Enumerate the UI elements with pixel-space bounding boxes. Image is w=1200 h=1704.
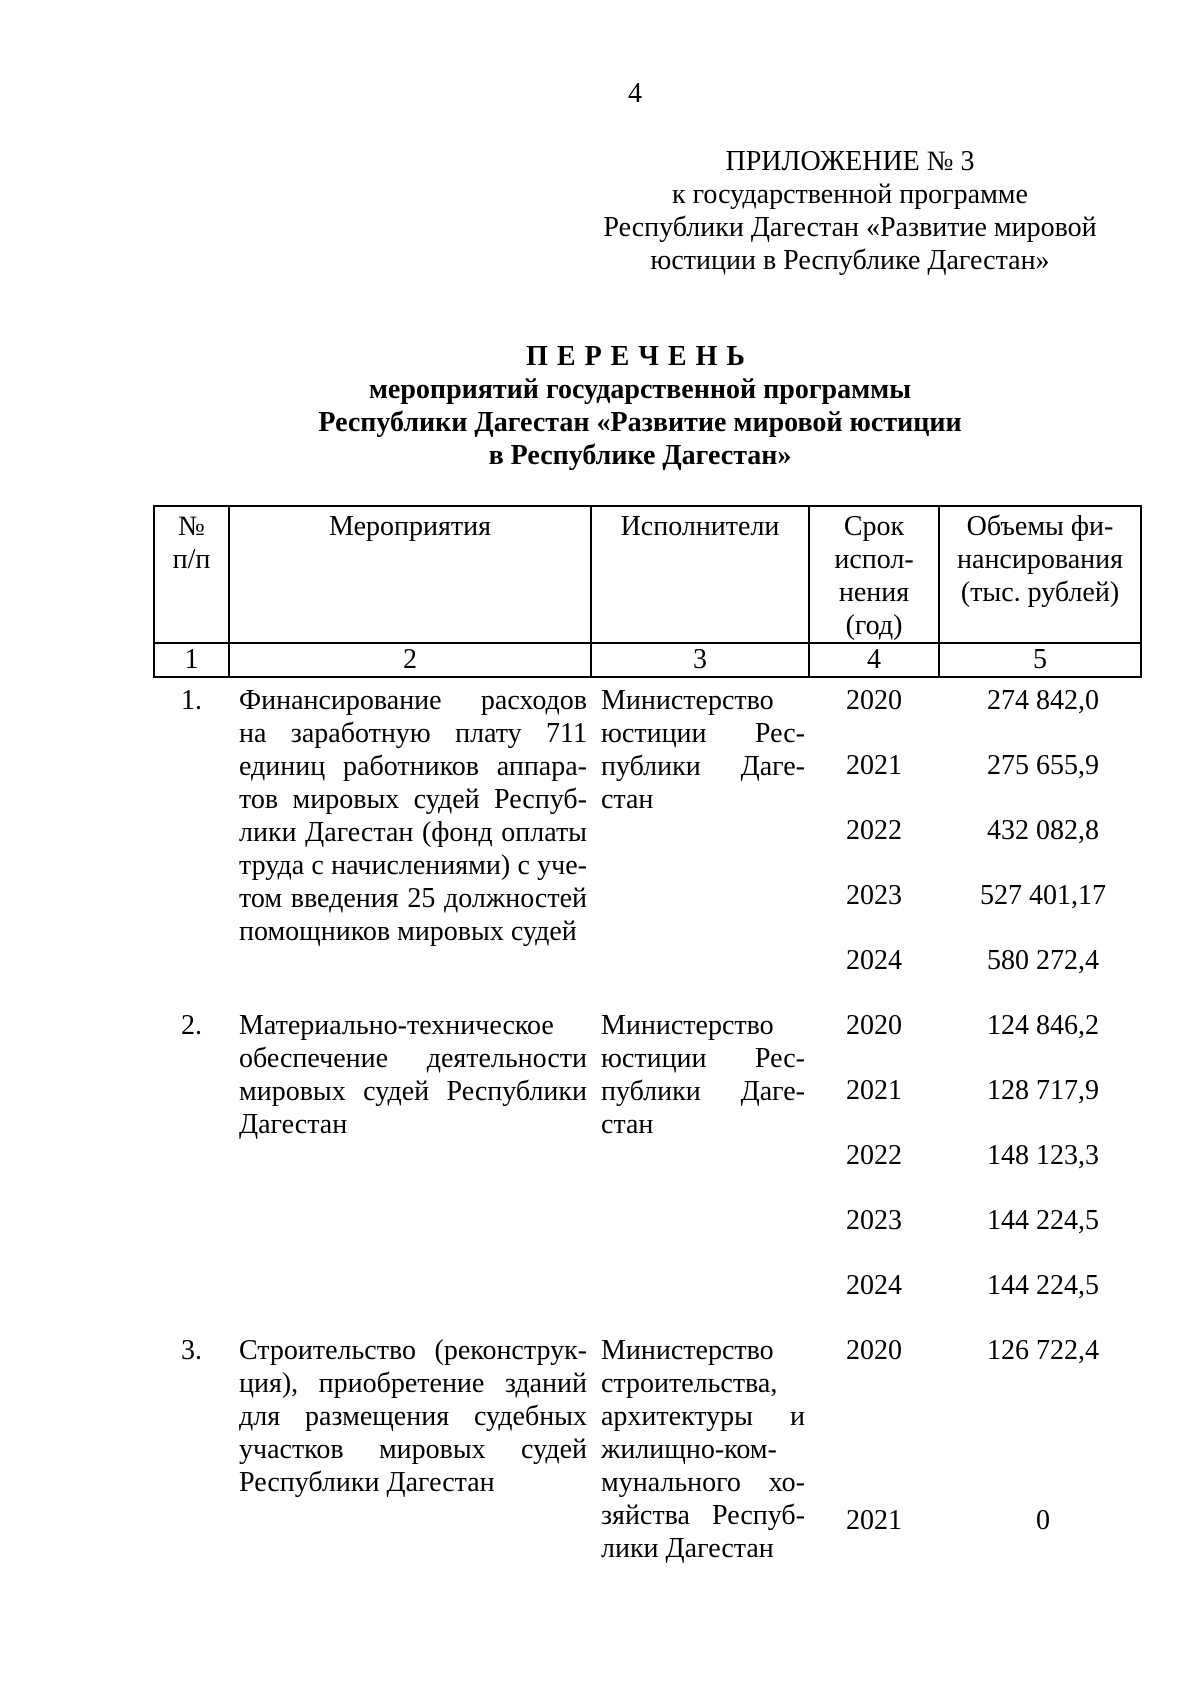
measure-line: том введения 25 должностей xyxy=(239,883,587,914)
column-number: 2 xyxy=(229,643,591,677)
header-funding xyxy=(939,506,1141,643)
header-line: Исполнители xyxy=(620,511,780,542)
header-line: (тыс. рублей) xyxy=(960,577,1120,608)
header-line: испол- xyxy=(834,544,914,575)
header-line: нансирования xyxy=(957,544,1123,575)
table-row xyxy=(154,1334,1141,1569)
amount-value: 128 717,9 xyxy=(987,1075,1099,1106)
appendix-line: к государственной программе xyxy=(672,179,1028,210)
executor-line: стан xyxy=(601,784,654,815)
column-number: 1 xyxy=(154,643,229,677)
title-subtitle-line: Республики Дагестан «Развитие мировой юстиции xyxy=(318,407,962,438)
amount-value: 527 401,17 xyxy=(980,880,1106,911)
row-number: 3. xyxy=(181,1335,202,1366)
amount-value: 144 224,5 xyxy=(987,1205,1099,1236)
year-value: 2022 xyxy=(846,815,902,846)
year-value: 2022 xyxy=(846,1140,902,1171)
year-value: 2024 xyxy=(846,945,902,976)
year-value: 2023 xyxy=(846,880,902,911)
executor-line: публики Даге- xyxy=(601,1076,805,1107)
measure-line: Дагестан xyxy=(239,1109,348,1140)
year-value: 2021 xyxy=(846,1505,902,1536)
header-measures xyxy=(229,506,591,643)
amount-value: 580 272,4 xyxy=(987,945,1099,976)
measure-line: тов мировых судей Респуб- xyxy=(239,784,587,815)
amount-value: 126 722,4 xyxy=(987,1335,1099,1366)
title-main: ПЕРЕЧЕНЬ xyxy=(526,341,754,372)
header-line: Мероприятия xyxy=(329,511,491,542)
executor-line: архитектуры и xyxy=(601,1401,805,1432)
measures-table xyxy=(153,505,1142,1569)
header-number xyxy=(154,506,229,643)
row-number: 2. xyxy=(181,1010,202,1041)
column-number: 3 xyxy=(591,643,809,677)
year-value: 2021 xyxy=(846,1075,902,1106)
title-subtitle-line: в Республике Дагестан» xyxy=(488,440,792,471)
measure-line: Республики Дагестан xyxy=(239,1467,495,1498)
executor-line: юстиции Рес- xyxy=(601,718,805,749)
row-number: 1. xyxy=(181,685,202,716)
header-deadline xyxy=(809,506,939,643)
amount-cell xyxy=(939,1009,1141,1334)
executor-line: мунального хо- xyxy=(601,1467,805,1498)
header-executors xyxy=(591,506,809,643)
appendix-heading xyxy=(560,145,1140,277)
year-cell xyxy=(809,1334,939,1569)
executor-cell xyxy=(591,684,809,1009)
executor-line: Министерство xyxy=(601,685,774,716)
table-row xyxy=(154,684,1141,1009)
measure-line: ция), приобретение зданий xyxy=(239,1368,587,1399)
appendix-line: Республики Дагестан «Развитие мировой xyxy=(603,212,1097,243)
year-value: 2021 xyxy=(846,750,902,781)
measure-line: для размещения судебных xyxy=(239,1401,587,1432)
amount-value: 432 082,8 xyxy=(987,815,1099,846)
year-value: 2024 xyxy=(846,1270,902,1301)
table-header-row xyxy=(154,506,1141,643)
measure-line: на заработную плату 711 xyxy=(239,718,587,749)
year-cell xyxy=(809,684,939,1009)
executor-line: лики Дагестан xyxy=(601,1533,774,1564)
measure-cell xyxy=(229,1334,591,1569)
amount-value: 0 xyxy=(1036,1505,1050,1536)
year-value: 2020 xyxy=(846,1010,902,1041)
year-value: 2020 xyxy=(846,1335,902,1366)
amount-value: 148 123,3 xyxy=(987,1140,1099,1171)
column-number: 5 xyxy=(939,643,1141,677)
amount-value: 144 224,5 xyxy=(987,1270,1099,1301)
executor-line: стан xyxy=(601,1109,654,1140)
executor-line: Министерство xyxy=(601,1010,774,1041)
measure-line: мировых судей Республики xyxy=(239,1076,587,1107)
column-number-row xyxy=(154,643,1141,677)
measure-line: Материально-техническое xyxy=(239,1010,554,1041)
year-value: 2023 xyxy=(846,1205,902,1236)
amount-value: 274 842,0 xyxy=(987,685,1099,716)
amount-cell xyxy=(939,1334,1141,1569)
year-value: 2020 xyxy=(846,685,902,716)
header-line: Объемы фи- xyxy=(966,511,1114,542)
measure-cell xyxy=(229,1009,591,1334)
measure-line: лики Дагестан (фонд оплаты xyxy=(239,817,587,848)
measure-line: единиц работников аппара- xyxy=(239,751,587,782)
table-row xyxy=(154,1009,1141,1334)
measure-cell xyxy=(229,684,591,1009)
executor-line: строительства, xyxy=(601,1368,778,1399)
header-line: (год) xyxy=(845,610,903,641)
measure-line: Строительство (реконструк- xyxy=(239,1335,587,1366)
executor-line: публики Даге- xyxy=(601,751,805,782)
page-number: 4 xyxy=(628,78,642,109)
header-line: № xyxy=(178,511,205,542)
amount-value: 275 655,9 xyxy=(987,750,1099,781)
executor-line: зяйства Респуб- xyxy=(601,1500,805,1531)
appendix-line: ПРИЛОЖЕНИЕ № 3 xyxy=(725,146,975,177)
header-line: нения xyxy=(838,577,910,608)
amount-value: 124 846,2 xyxy=(987,1010,1099,1041)
document-title xyxy=(240,340,1040,472)
measure-line: участков мировых судей xyxy=(239,1434,587,1465)
appendix-line: юстиции в Республике Дагестан» xyxy=(650,245,1050,276)
title-subtitle-line: мероприятий государственной программы xyxy=(368,374,912,405)
header-line: п/п xyxy=(172,544,211,575)
amount-cell xyxy=(939,684,1141,1009)
executor-line: Министерство xyxy=(601,1335,774,1366)
measure-line: обеспечение деятельности xyxy=(239,1043,587,1074)
executor-line: юстиции Рес- xyxy=(601,1043,805,1074)
measure-line: помощников мировых судей xyxy=(239,916,577,947)
measure-line: труда с начислениями) с уче- xyxy=(239,850,587,881)
spacer-row xyxy=(154,677,1141,684)
executor-cell xyxy=(591,1009,809,1334)
table-body xyxy=(154,677,1141,1569)
header-line: Срок xyxy=(843,511,905,542)
executor-cell xyxy=(591,1334,809,1569)
column-number: 4 xyxy=(809,643,939,677)
executor-line: жилищно-ком- xyxy=(601,1434,777,1465)
year-cell xyxy=(809,1009,939,1334)
measure-line: Финансирование расходов xyxy=(239,685,587,716)
